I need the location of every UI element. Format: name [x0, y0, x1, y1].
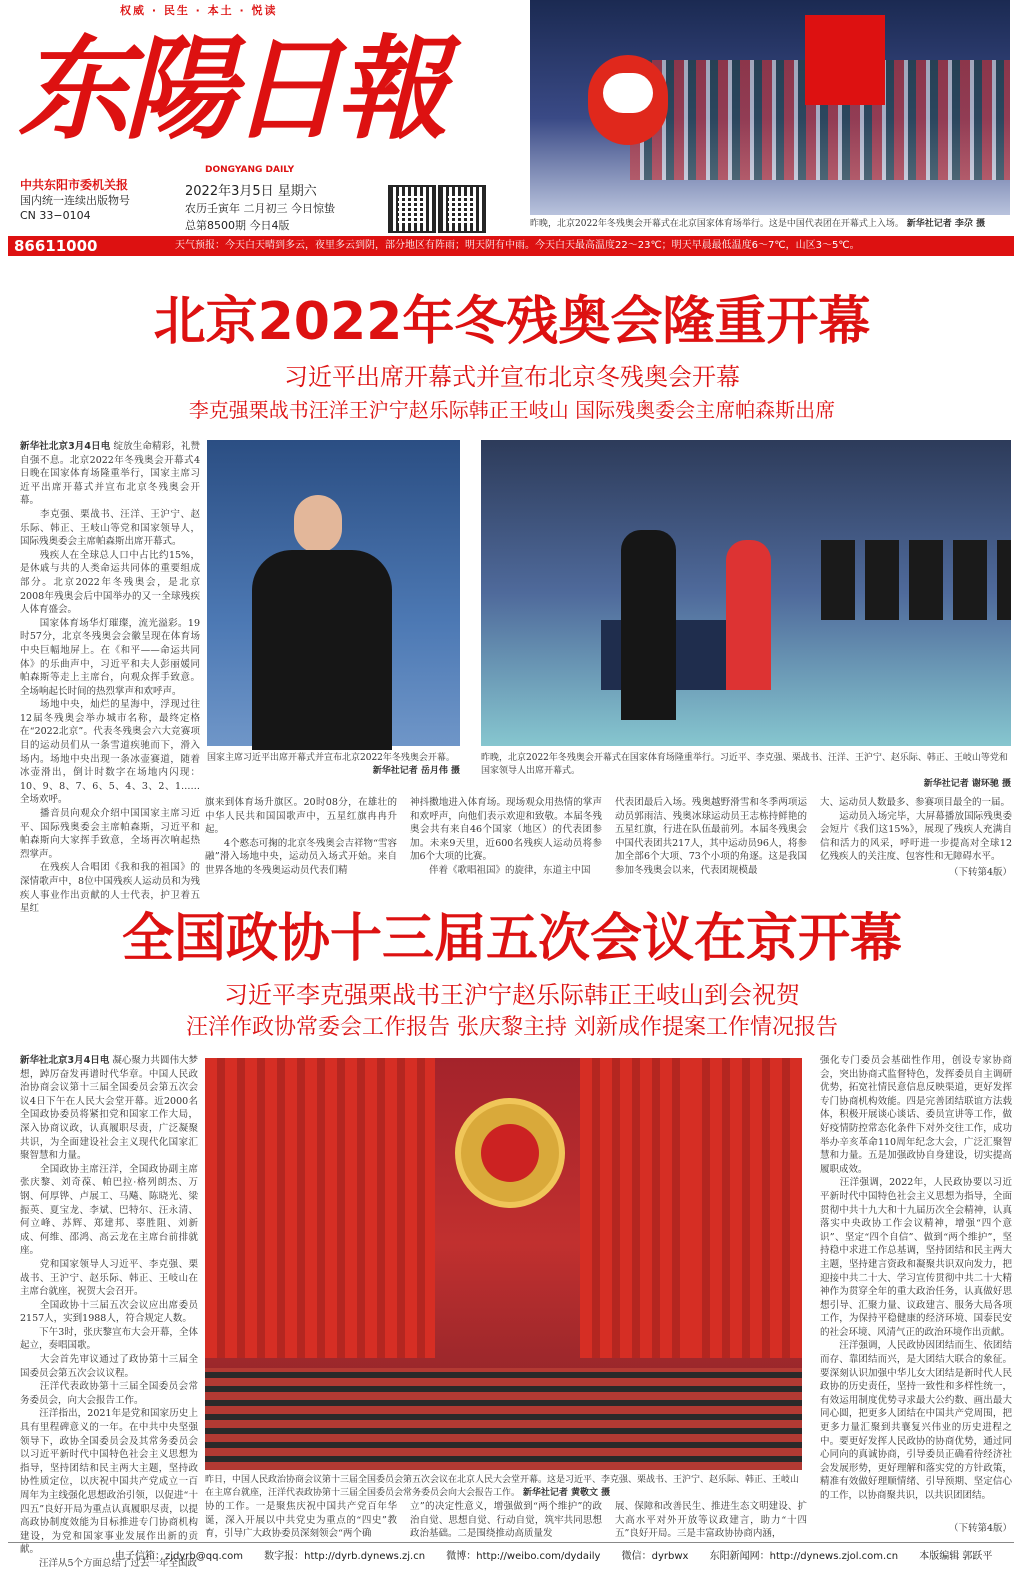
photo3-caption — [205, 1474, 802, 1500]
footer-news-site[interactable]: 东阳新闻网：http://dynews.zjol.com.cn — [709, 1551, 899, 1562]
footer-epaper[interactable]: 数字报：http://dyrb.dynews.zj.cn — [264, 1551, 426, 1562]
top-photo — [530, 0, 1010, 215]
mascot-figure — [588, 55, 668, 145]
hotline-number: 86611000 — [8, 236, 134, 256]
article-column: 代表团最后入场。残奥越野滑雪和冬季两项运动员郭雨洁、残奥冰球运动员王志栋持鲜艳的五星红旗，行进在队伍最前列。本届冬残奥会中国代表团共217人，其中运动员96人，将参加全部6个大项、73个小项的角逐。这是我国参加冬残奥会以来，代表团规模最 — [615, 797, 807, 876]
dateline: 新华社北京3月4日电 — [20, 1055, 110, 1066]
footer-email[interactable]: 电子信箱：zjdyrb@qq.com — [115, 1551, 243, 1562]
lunar-date: 农历壬寅年 二月初三 今日惊蛰 — [185, 202, 335, 215]
serial-label: 国内统一连续出版物号 — [20, 194, 130, 207]
weather-forecast: 天气预报：今天白天晴到多云，夜里多云到阴，部分地区有阵雨；明天阴有中雨。今天白天最高温度22～23℃；明天早晨最低温度6～7℃，山区3～5℃。 — [175, 240, 860, 251]
headline-cppcc: 全国政协十三届五次会议在京开幕 — [121, 909, 902, 969]
photo-credit: 新华社记者 谢环驰 摄 — [923, 779, 1011, 789]
publication-info — [20, 178, 130, 223]
curtain — [325, 1058, 435, 1358]
subheadline-2: 汪洋作政协常委会工作报告 张庆黎主持 刘新成作提案工作情况报告 — [186, 1015, 838, 1040]
issue-info — [185, 183, 335, 234]
footer-weibo[interactable]: 微博：http://weibo.com/dydaily — [446, 1551, 601, 1562]
issue-number: 总第8500期 今日4版 — [185, 219, 290, 232]
photo-credit: 新华社记者 黄敬文 摄 — [522, 1488, 611, 1498]
curtain — [580, 1058, 690, 1358]
photo-credit: 新华社记者 李尕 摄 — [906, 219, 986, 229]
caption-text: 昨晚，北京2022年冬残奥会开幕式在北京国家体育场举行。这是中国代表团在开幕式上入场。 — [530, 219, 904, 229]
masthead-pinyin: DONGYANG DAILY — [205, 165, 295, 175]
photo-crowd — [821, 540, 1011, 620]
photo-flag — [805, 15, 885, 105]
publisher: 中共东阳市委机关报 — [20, 178, 129, 192]
photo-person — [726, 540, 771, 690]
article-column — [20, 440, 200, 915]
photo-person — [621, 530, 676, 720]
article-column: 旗来到体育场升旗区。20时08分，在雄壮的中华人民共和国国歌声中，五星红旗冉冉升起。 4个憨态可掬的北京冬残奥会吉祥物“雪容融”滑入场地中央，运动员入场式开始。来自世界各地的冬残奥运动员代表们精 — [205, 797, 397, 876]
footer-editor: 本版编辑 郭跃平 — [919, 1551, 993, 1562]
masthead-slogan: 权威 · 民生 · 本土 · 悦读 — [120, 4, 278, 17]
dateline: 新华社北京3月4日电 — [20, 441, 111, 452]
article-column: 神抖擞地进入体育场。现场观众用热情的掌声和欢呼声，向他们表示欢迎和致敬。本届冬残奥会共有来自46个国家（地区）的代表团参加。未来9天里，近600名残疾人运动员将参加6个大项的比赛。 伴着《歌唱祖国》的旋律，东道主中国 — [410, 797, 602, 876]
article-column: 立”的决定性意义，增强做到“两个维护”的政治自觉、思想自觉、行动自觉，筑牢共同思想政治基础。二是围绕推动高质量发 — [410, 1501, 602, 1540]
photo-great-hall — [205, 1058, 802, 1470]
photo2-caption — [481, 752, 1011, 791]
issue-date: 2022年3月5日 星期六 — [185, 184, 317, 199]
qr-code-icon — [438, 185, 486, 233]
footer-wechat: 微信：dyrbwx — [621, 1551, 689, 1562]
article-column: 大、运动员人数最多、参赛项目最全的一届。 运动员入场完毕，大屏幕播放国际残奥委会短片《我们这15%》，展现了残疾人充满自信和活力的风采，呼吁进一步提高对全球12亿残疾人的关注度、包容性和无障碍水平。 — [820, 797, 1012, 863]
subheadline-1: 习近平李克强栗战书王沪宁赵乐际韩正王岐山到会祝贺 — [224, 981, 800, 1009]
photo-credit: 新华社记者 岳月伟 摄 — [372, 766, 460, 776]
article-column: 协的工作。一是聚焦庆祝中国共产党百年华诞，深入开展以中共党史为重点的“四史”教育，引导广大政协委员深刻领会“两个确 — [205, 1501, 397, 1540]
curtain — [205, 1058, 325, 1358]
photo1-caption — [207, 752, 460, 778]
serial-number: CN 33−0104 — [20, 209, 91, 222]
caption-text: 昨晚，北京2022年冬残奥会开幕式在国家体育场隆重举行。习近平、李克强、栗战书、汪洋、王沪宁、赵乐际、韩正、王岐山等党和国家领导人出席开幕式。 — [481, 753, 1008, 776]
curtain — [690, 1058, 802, 1358]
top-photo-caption — [530, 218, 1010, 231]
caption-text: 昨日，中国人民政治协商会议第十三届全国委员会第五次会议在北京人民大会堂开幕。这是习近平、李克强、栗战书、王沪宁、赵乐际、韩正、王岐山在主席台就座，汪洋代表政协第十三届全国委员会常务委员会向大会报告工作。 — [205, 1475, 800, 1498]
subheadline-1: 习近平出席开幕式并宣布北京冬残奥会开幕 — [284, 363, 740, 391]
photo-xi-applauding — [207, 440, 460, 746]
delegate-rows — [205, 1368, 802, 1470]
continued-note[interactable]: （下转第4版） — [948, 867, 1012, 878]
headline-paralympics: 北京2022年冬残奥会隆重开幕 — [153, 292, 871, 352]
continued-note[interactable]: （下转第4版） — [948, 1523, 1012, 1534]
column-text: 绽放生命精彩，礼赞自强不息。北京2022年冬残奥会开幕式4日晚在国家体育场隆重举行，国家主席习近平出席开幕式并宣布北京冬残奥会开幕。 李克强、栗战书、汪洋、王沪宁、赵乐际、韩正、王岐山等党和国家领导人，国际残奥委会主席帕森斯出席开幕式。 残疾人在全球总人口中占比约15%，是休戚与共的人类命运共同体的重要组成部分。北京2022年冬残奥会，是北京2008年残奥会后中国举办的又一全球残疾人体育盛会。 国家体育场华灯璀璨，流光溢彩。19时57分，北京冬残奥会会徽呈现在体育场中央巨幅地屏上。在《和平——命运共同体》的乐曲声中，习近平和夫人彭丽媛同帕森斯等走上主席台，向观众挥手致意。全场响起长时间的热烈掌声和欢呼声。 场地中央，灿烂的星海中，浮现过往12届冬残奥会举办城市名称，最终定格在“2022北京”。代表冬残奥会六大竞赛项目的运动员们从一条雪道疾驰而下，滑入场内。场地中央出现一条冰壶赛道，随着冰壶滑出，倒计时数字在场地内闪现：10、9、8、7、6、5、4、3、2、1……全场欢呼。 播音员向观众介绍中国国家主席习近平、国际残奥委会主席帕森斯，习近平和帕森斯向大家挥手致意，全场再次响起热烈掌声。 在残疾人合唱团《我和我的祖国》的深情歌声中，8位中国残疾人运动员和为残疾人事业作出贡献的人士代表，护卫着五星红 — [20, 441, 200, 915]
photo-leaders-waving — [481, 440, 1011, 746]
footer-divider — [8, 1542, 1014, 1543]
photo-person — [252, 495, 392, 745]
qr-code-icon — [388, 185, 436, 233]
footer — [115, 1547, 1015, 1562]
subheadline-2: 李克强栗战书汪洋王沪宁赵乐际韩正王岐山 国际残奥委会主席帕森斯出席 — [188, 398, 836, 422]
column-text: 凝心聚力共圆伟大梦想，踔厉奋发再谱时代华章。中国人民政治协商会议第十三届全国委员会第五次会议4日下午在人民大会堂开幕。近2000名全国政协委员将紧扣党和国家工作大局，深入协商议政，认真履职尽责，广泛凝聚共识，为全面建设社会主义现代化国家汇聚智慧和力量。 全国政协主席汪洋，全国政协副主席张庆黎、刘奇葆、帕巴拉·格列朗杰、万钢、何厚铧、卢展工、马飚、陈晓光、梁振英、夏宝龙、李斌、巴特尔、汪永清、何立峰、苏辉、郑建邦、辜胜阻、刘新成、何维、邵鸿、高云龙在主席台前排就座。 党和国家领导人习近平、李克强、栗战书、王沪宁、赵乐际、韩正、王岐山在主席台就座，祝贺大会召开。 全国政协十三届五次会议应出席委员2157人，实到1988人，符合规定人数。 下午3时，张庆黎宣布大会开幕，全体起立，奏唱国歌。 大会首先审议通过了政协第十三届全国委员会第五次会议议程。 汪洋代表政协第十三届全国委员会常务委员会，向大会报告工作。 汪洋指出，2021年是党和国家历史上具有里程碑意义的一年。在中共中央坚强领导下，政协全国委员会及其常务委员会以习近平新时代中国特色社会主义思想为指导，坚持团结和民主两大主题，坚持政协性质定位，以庆祝中国共产党成立一百周年为主线强化思想政治引领，以促进“十四五”良好开局为重点认真履职尽责，以提高政协制度效能为目标推进专门协商机构建设，为党和国家事业发展作出新的贡献。 汪洋从5个方面总结了过去一年全国政 — [20, 1055, 198, 1569]
caption-text: 国家主席习近平出席开幕式并宣布北京2022年冬残奥会开幕。 — [207, 753, 455, 763]
masthead-title: 东陽日報 — [18, 24, 442, 155]
article-column: 强化专门委员会基础性作用，创设专家协商会，突出协商式监督特色，发挥委员自主调研优势，拓宽社情民意信息反映渠道，更好发挥专门协商机构效能。四是完善团结联谊方法载体，积极开展谈心谈话、委员宣讲等工作，做好疫情防控常态化条件下对外交往工作，成功举办辛亥革命110周年纪念大会，广泛汇聚智慧和力量。五是加强政协自身建设，切实提高履职成效。 汪洋强调，2022年，人民政协要以习近平新时代中国特色社会主义思想为指导，全面贯彻中共十九大和十九届历次全会精神，认真落实中央政协工作会议精神，增强“四个意识”、坚定“四个自信”、做到“两个维护”，坚持稳中求进工作总基调，坚持团结和民主两大主题，坚持建言资政和凝聚共识双向发力，把迎接中共二十大、学习宣传贯彻中共二十大精神作为贯穿全年的重大政治任务，认真做好思想引导、汇聚力量、议政建言、服务大局各项工作，为保持平稳健康的经济环境、国泰民安的社会环境、风清气正的政治环境作出贡献。 汪洋强调，人民政协因团结而生、依团结而存、靠团结而兴，是大团结大联合的象征。要深刻认识加强中华儿女大团结是新时代人民政协的历史责任，坚持一致性和多样性统一，有效运用制度优势寻求最大公约数、画出最大同心圆，把更多人团结在中国共产党周围，把更多力量汇聚到共襄复兴伟业的历史进程之中。要更好发挥人民政协的协商优势，通过同心同向的真诚协商，引导委员正确看待经济社会发展形势，更好理解和落实党的方针政策，精准有效做好理顺情绪、引导预期、坚定信心的工作，以协商聚共识，以共识团团结。 — [820, 1055, 1012, 1501]
article-column: 展、保障和改善民生、推进生态文明建设、扩大高水平对外开放等议政建言，助力“十四五”良好开局。三是丰富政协协商内涵， — [615, 1501, 807, 1540]
cppcc-emblem-icon — [455, 1098, 565, 1208]
